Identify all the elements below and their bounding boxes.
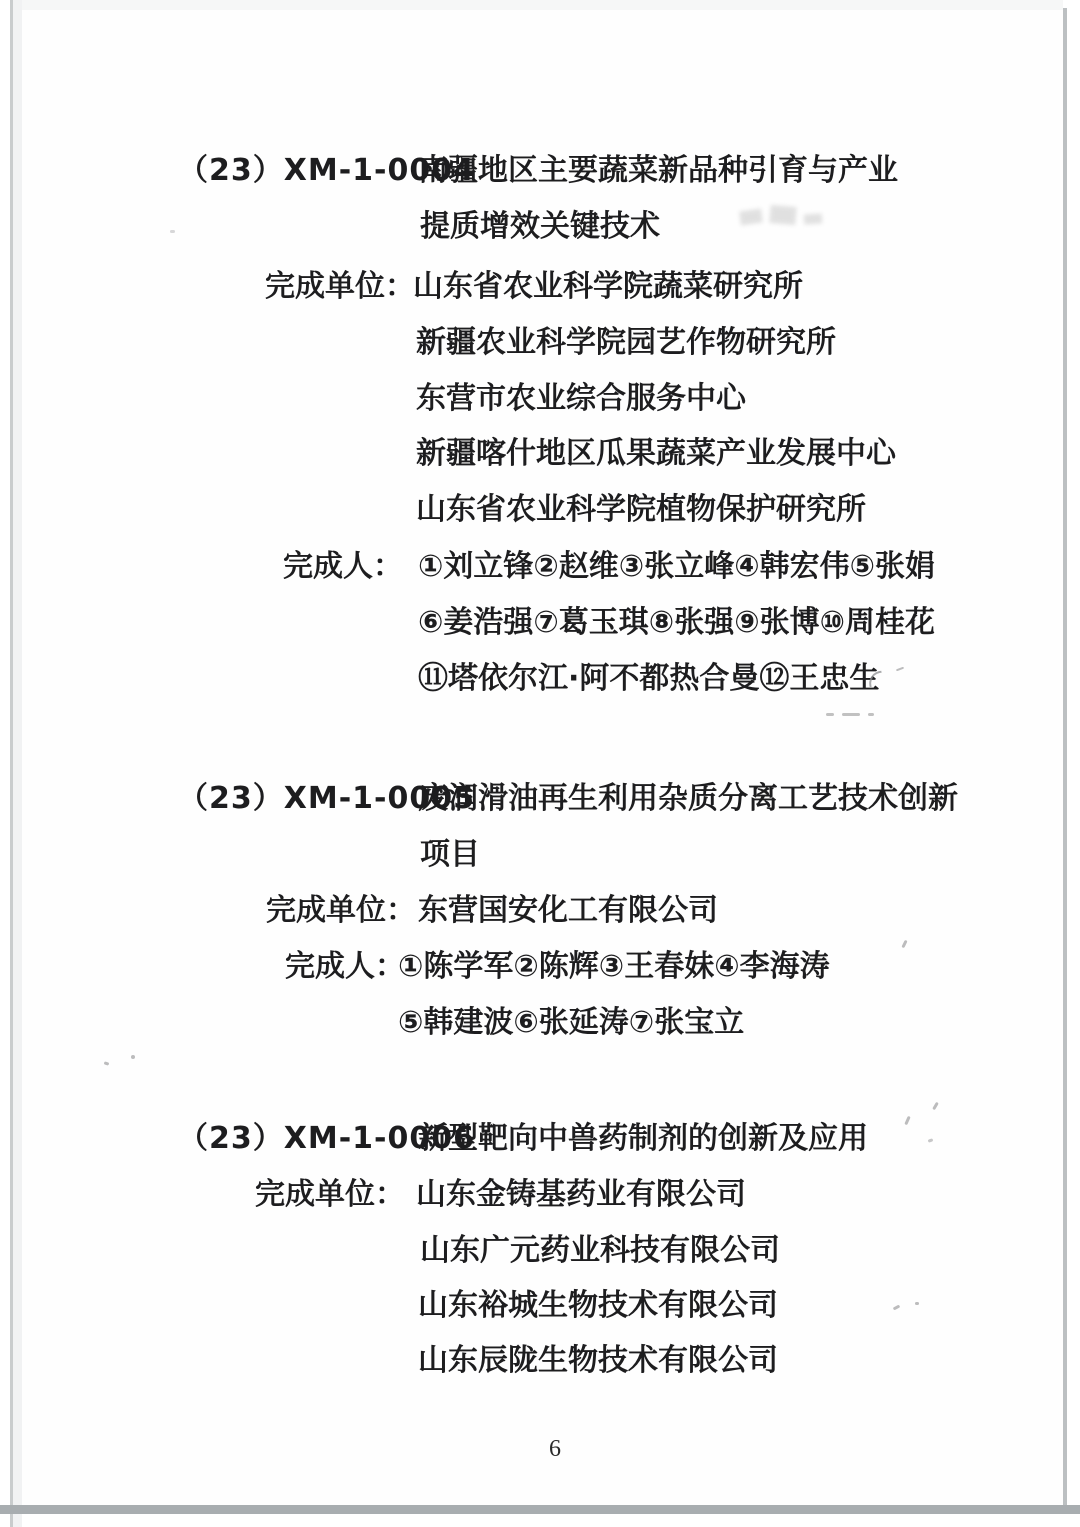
unit-name: 东营国安化工有限公司 xyxy=(418,893,718,928)
page-number: 6 xyxy=(549,1436,561,1462)
unit-name: 山东裕城生物技术有限公司 xyxy=(418,1288,778,1323)
persons-line: ①刘立锋②赵维③张立峰④韩宏伟⑤张娟 xyxy=(418,549,936,584)
scan-edge-bottom xyxy=(0,1505,1080,1514)
units-label: 完成单位： xyxy=(265,269,415,304)
units-label: 完成单位： xyxy=(266,893,416,928)
unit-name: 山东辰陇生物技术有限公司 xyxy=(418,1343,778,1378)
scan-edge-top xyxy=(22,0,1063,10)
project-title-line: 新型靶向中兽药制剂的创新及应用 xyxy=(418,1121,868,1156)
persons-line: ①陈学军②陈辉③王春妹④李海涛 xyxy=(398,949,830,984)
persons-line: ⑤韩建波⑥张延涛⑦张宝立 xyxy=(398,1005,745,1040)
project-code: （23）XM-1-0005 xyxy=(178,781,476,816)
persons-label: 完成人： xyxy=(285,949,405,984)
project-code: （23）XM-1-0006 xyxy=(178,1121,476,1156)
unit-name: 新疆农业科学院园艺作物研究所 xyxy=(416,325,836,360)
project-title-line: 提质增效关键技术 xyxy=(420,209,660,244)
unit-name: 山东广元药业科技有限公司 xyxy=(420,1233,780,1268)
unit-name: 山东省农业科学院蔬菜研究所 xyxy=(413,269,803,304)
project-title-line: 项目 xyxy=(420,837,480,872)
scan-edge-left-strip xyxy=(13,0,22,1527)
project-code: （23）XM-1-0004 xyxy=(178,153,476,188)
unit-name: 山东省农业科学院植物保护研究所 xyxy=(416,492,866,527)
project-title-line: 废润滑油再生利用杂质分离工艺技术创新 xyxy=(418,781,958,816)
units-label: 完成单位： xyxy=(255,1177,405,1212)
scan-edge-right-line xyxy=(1063,8,1067,1507)
unit-name: 山东金铸基药业有限公司 xyxy=(416,1177,746,1212)
unit-name: 东营市农业综合服务中心 xyxy=(416,381,746,416)
persons-label: 完成人： xyxy=(283,549,403,584)
project-title-line: 南疆地区主要蔬菜新品种引育与产业 xyxy=(418,153,898,188)
unit-name: 新疆喀什地区瓜果蔬菜产业发展中心 xyxy=(416,436,896,471)
persons-line: ⑪塔依尔江·阿不都热合曼⑫王忠生 xyxy=(418,661,880,696)
persons-line: ⑥姜浩强⑦葛玉琪⑧张强⑨张博⑩周桂花 xyxy=(418,605,936,640)
